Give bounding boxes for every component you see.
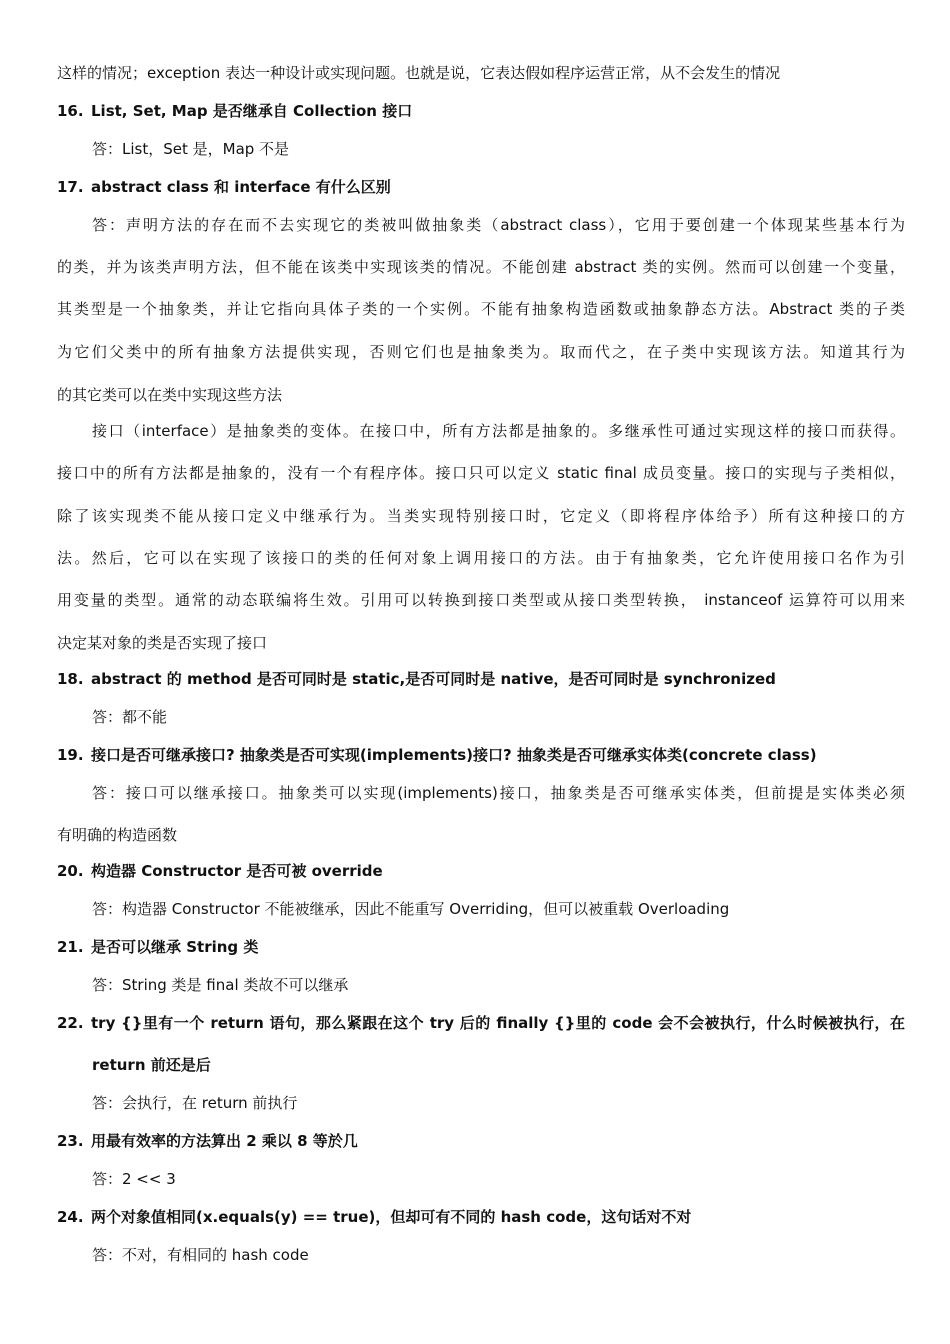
question-17-heading [57, 176, 905, 198]
answer-19-line-1: 答：接口可以继承接口。抽象类可以实现(implements)接口，抽象类是否可继承实体类，但前提是实体类必须 [92, 784, 905, 802]
question-title: List, Set, Map 是否继承自 Collection 接口 [91, 102, 413, 120]
question-title: 接口是否可继承接口? 抽象类是否可实现(implements)接口? 抽象类是否可继承实体类(concrete class) [91, 746, 817, 764]
answer-17-line-5: 的其它类可以在类中实现这些方法 [57, 386, 283, 404]
question-18-heading [57, 668, 905, 690]
answer-17-line-6: 接口（interface）是抽象类的变体。在接口中，所有方法都是抽象的。多继承性可通过实现这样的接口而获得。 [92, 422, 905, 440]
question-title: 是否可以继承 String 类 [91, 938, 259, 956]
question-23-heading [57, 1130, 905, 1152]
question-title: abstract class 和 interface 有什么区别 [91, 178, 391, 196]
answer-17-line-10: 用变量的类型。通常的动态联编将生效。引用可以转换到接口类型或从接口类型转换， instanceof 运算符可以用来 [57, 591, 905, 609]
question-24-heading [57, 1206, 905, 1228]
question-title: 构造器 Constructor 是否可被 override [91, 862, 383, 880]
question-number: 20. [57, 862, 84, 880]
intro-line: 这样的情况；exception 表达一种设计或实现问题。也就是说，它表达假如程序运营正常，从不会发生的情况 [57, 64, 781, 82]
question-number: 24. [57, 1208, 84, 1226]
answer-17-line-3: 其类型是一个抽象类，并让它指向具体子类的一个实例。不能有抽象构造函数或抽象静态方法。Abstract 类的子类 [57, 300, 905, 318]
question-title-line-1: try {}里有一个 return 语句，那么紧跟在这个 try 后的 finally {}里的 code 会不会被执行，什么时候被执行，在 [91, 1014, 905, 1032]
answer-17-line-2: 的类，并为该类声明方法，但不能在该类中实现该类的情况。不能创建 abstract 类的实例。然而可以创建一个变量， [57, 258, 905, 276]
question-number: 21. [57, 938, 84, 956]
answer-17-line-9: 法。然后，它可以在实现了该接口的类的任何对象上调用接口的方法。由于有抽象类，它允许使用接口名作为引 [57, 549, 905, 567]
question-22-heading [57, 1012, 905, 1034]
answer-16: 答：List，Set 是，Map 不是 [92, 140, 290, 158]
answer-17-line-11: 决定某对象的类是否实现了接口 [57, 634, 268, 652]
question-number: 22. [57, 1014, 84, 1032]
question-title: 用最有效率的方法算出 2 乘以 8 等於几 [91, 1132, 358, 1150]
question-title: 两个对象值相同(x.equals(y) == true)，但却可有不同的 hash code，这句话对不对 [91, 1208, 692, 1226]
answer-23: 答：2 << 3 [92, 1170, 176, 1188]
question-21-heading [57, 936, 905, 958]
question-19-heading [57, 744, 905, 766]
question-number: 18. [57, 670, 84, 688]
answer-24: 答：不对，有相同的 hash code [92, 1246, 309, 1264]
answer-17-line-1: 答：声明方法的存在而不去实现它的类被叫做抽象类（abstract class），它用于要创建一个体现某些基本行为 [92, 216, 905, 234]
question-number: 23. [57, 1132, 84, 1150]
answer-18: 答：都不能 [92, 708, 168, 726]
answer-17-line-4: 为它们父类中的所有抽象方法提供实现，否则它们也是抽象类为。取而代之，在子类中实现该方法。知道其行为 [57, 343, 905, 361]
question-number: 16. [57, 102, 84, 120]
question-title: abstract 的 method 是否可同时是 static,是否可同时是 native，是否可同时是 synchronized [91, 670, 776, 688]
answer-17-line-8: 除了该实现类不能从接口定义中继承行为。当类实现特别接口时，它定义（即将程序体给予）所有这种接口的方 [57, 507, 905, 525]
question-number: 19. [57, 746, 84, 764]
answer-19-line-2: 有明确的构造函数 [57, 826, 178, 844]
question-16-heading [57, 100, 905, 122]
answer-22: 答：会执行，在 return 前执行 [92, 1094, 298, 1112]
answer-21: 答：String 类是 final 类故不可以继承 [92, 976, 349, 994]
answer-17-line-7: 接口中的所有方法都是抽象的，没有一个有程序体。接口只可以定义 static final 成员变量。接口的实现与子类相似， [57, 464, 905, 482]
question-22-title-line-2: return 前还是后 [92, 1056, 211, 1074]
question-20-heading [57, 860, 905, 882]
question-number: 17. [57, 178, 84, 196]
answer-20: 答：构造器 Constructor 不能被继承，因此不能重写 Overriding，但可以被重载 Overloading [92, 900, 730, 918]
